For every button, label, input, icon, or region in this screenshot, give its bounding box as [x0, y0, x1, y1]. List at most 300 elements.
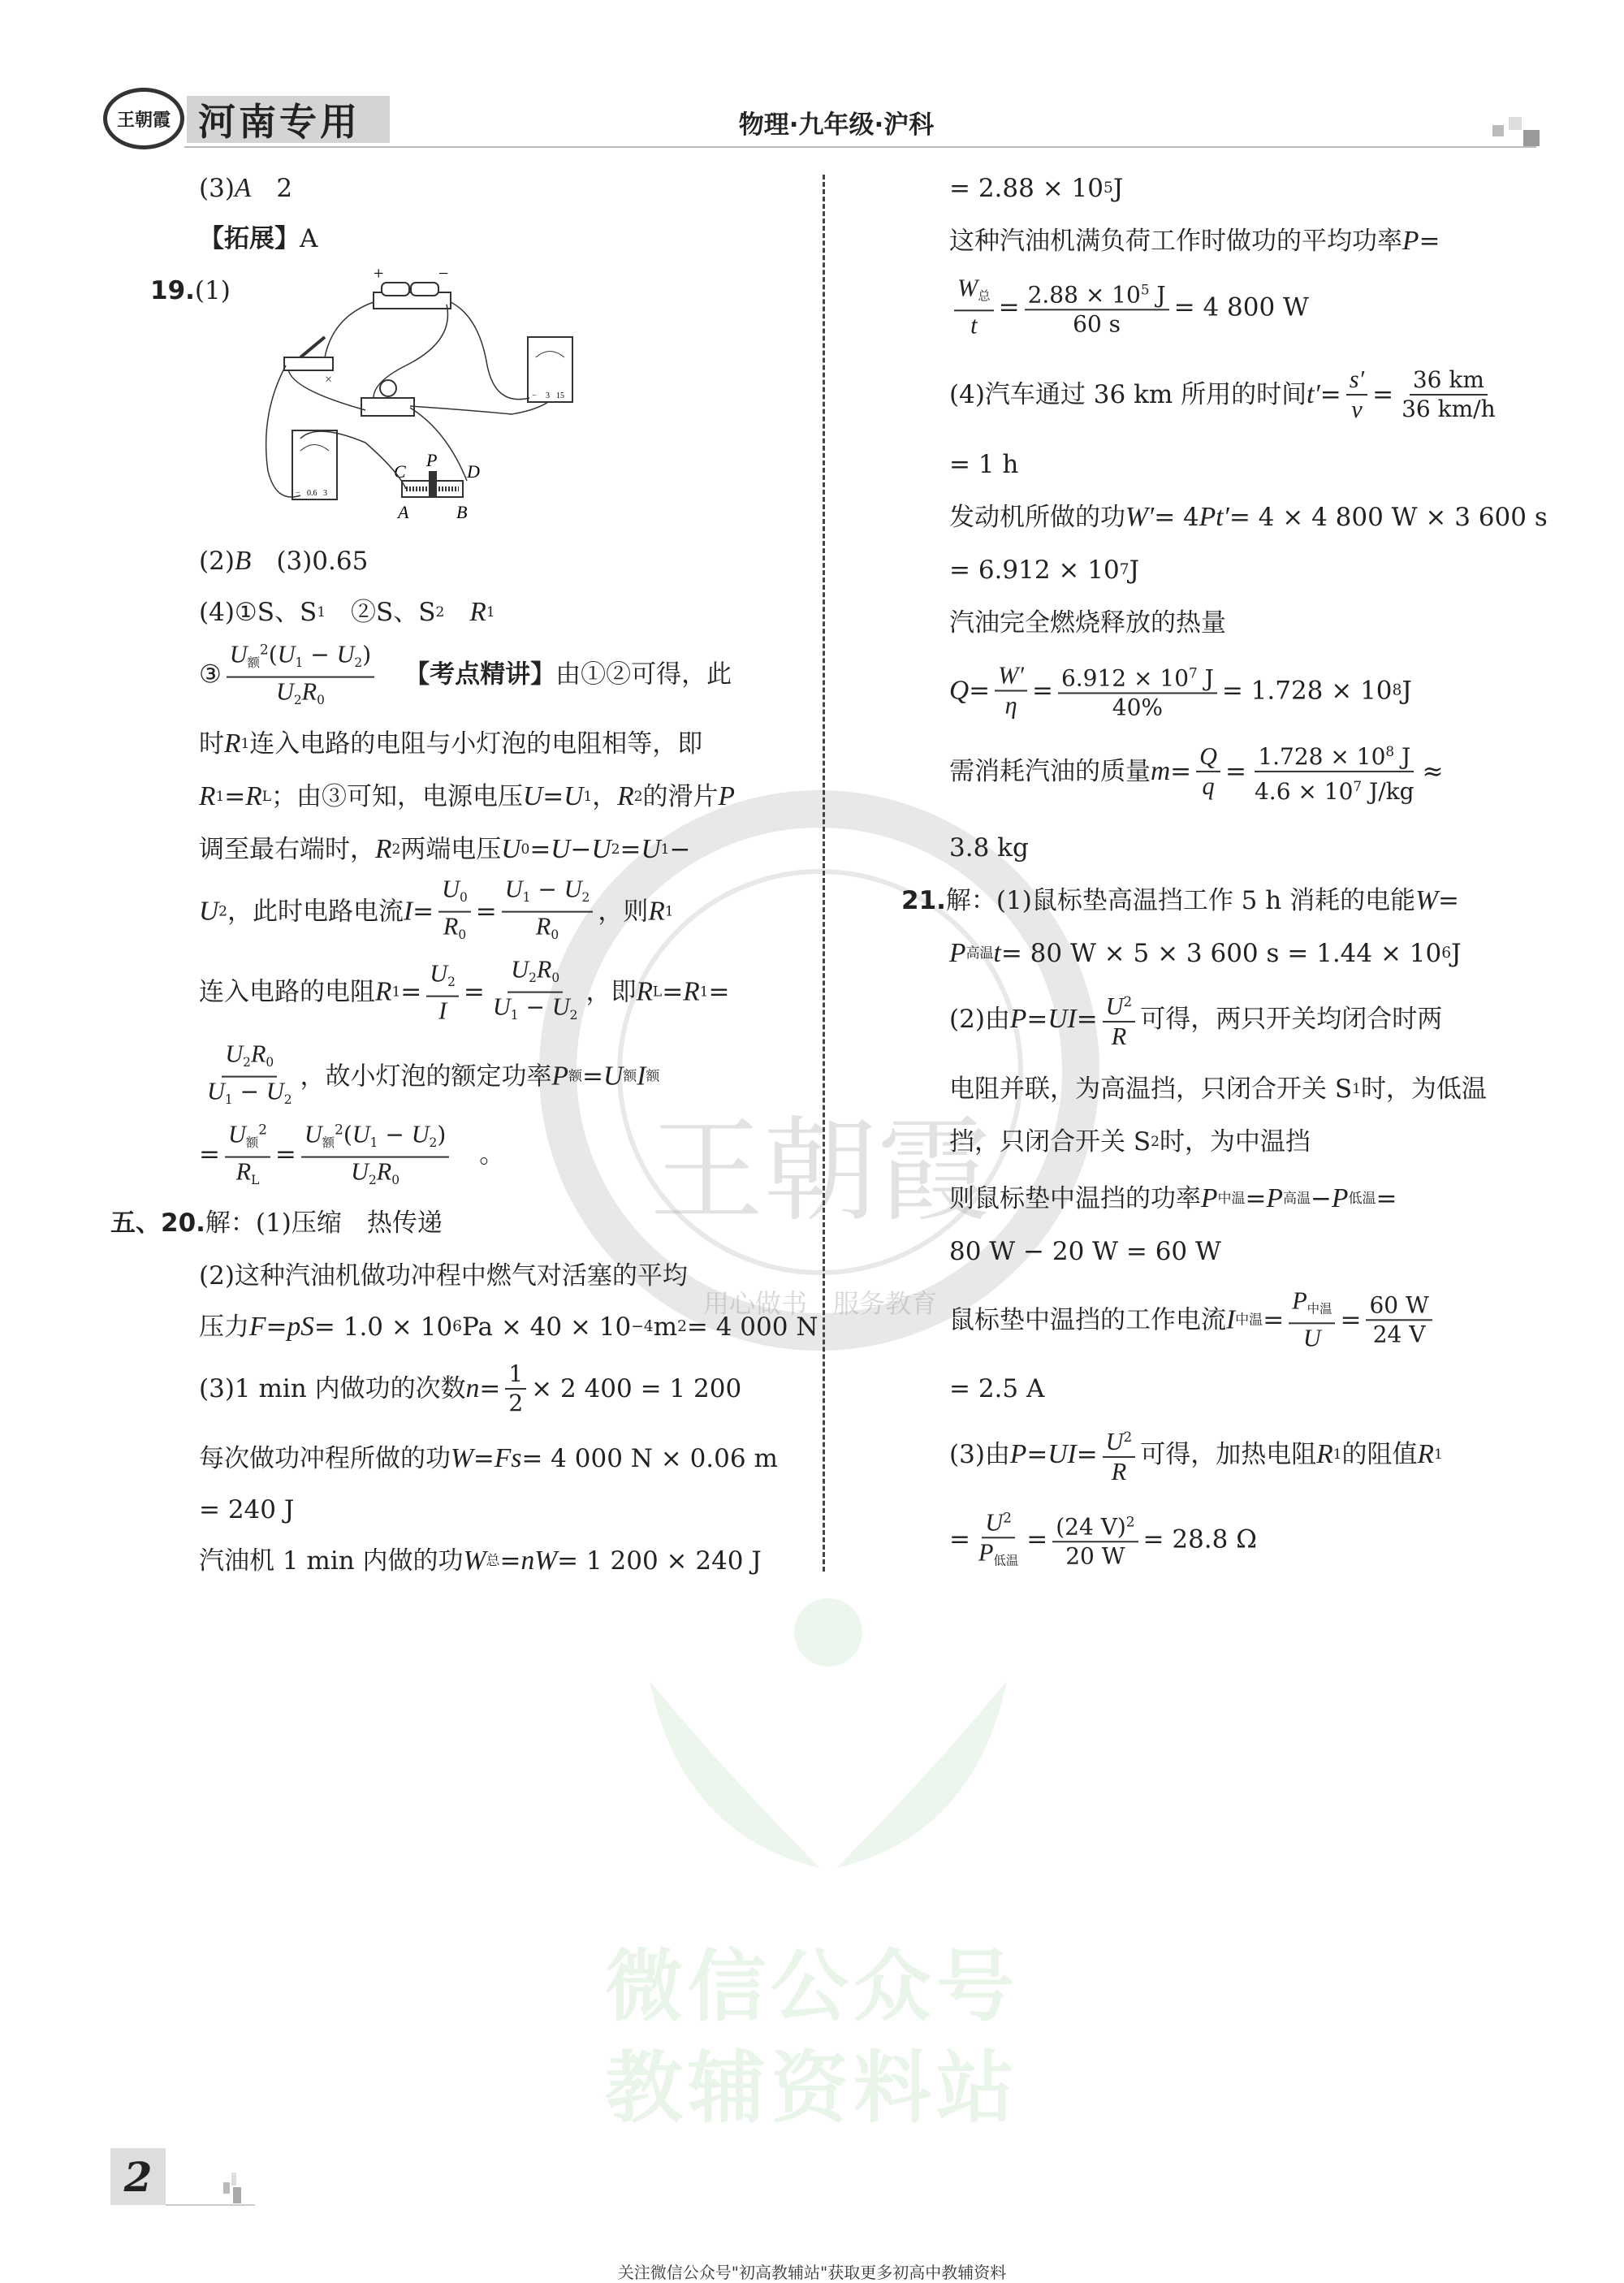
text-run: 2.88 × 10	[1027, 281, 1141, 309]
math-variable: U	[225, 1040, 244, 1068]
fraction-denominator	[1109, 694, 1166, 722]
subscript: 1	[1332, 1446, 1342, 1463]
battery-icon	[374, 268, 451, 309]
math-variable: t	[993, 938, 1001, 968]
math-variable: Fs	[494, 1443, 522, 1473]
text-run: 两端电压	[400, 835, 502, 864]
math-variable: R	[648, 897, 665, 927]
left-column-line	[199, 636, 732, 715]
subscript: 中温	[1217, 1191, 1246, 1207]
math-variable: R	[535, 913, 551, 940]
text-run: =	[412, 897, 434, 927]
text-run	[379, 659, 404, 691]
subscript: 总	[978, 288, 991, 304]
voltmeter-terminal: 15	[556, 391, 564, 400]
text-run: (2)这种汽油机做功冲程中燃气对活塞的平均	[199, 1261, 688, 1291]
math-variable: R	[250, 1040, 266, 1068]
fraction-numerator	[1103, 988, 1136, 1023]
text-run: m	[653, 1312, 678, 1342]
fraction-numerator	[1346, 365, 1367, 396]
bold-label: 19.	[150, 276, 195, 305]
fraction	[1103, 1423, 1136, 1486]
right-column-line	[949, 1423, 1443, 1486]
footer-notice: 关注微信公众号"初高教辅站"获取更多初高中教辅资料	[617, 2263, 1007, 2282]
right-column-line	[949, 937, 1462, 970]
right-column-line	[949, 737, 1444, 806]
left-column-line	[199, 223, 317, 255]
text-run: = 4 000 N × 0.06 m	[521, 1444, 778, 1473]
fraction-numerator	[508, 956, 563, 993]
math-variable: η	[1004, 690, 1017, 719]
math-variable: P	[949, 938, 966, 968]
superscript: 2	[1003, 1509, 1012, 1526]
subscript: 1	[391, 984, 401, 1001]
text-run: 。	[454, 1139, 505, 1170]
right-column-line	[949, 1126, 1311, 1158]
bold-label: 【考点精讲】	[404, 659, 556, 690]
subscript: 2	[581, 890, 590, 905]
math-variable: m	[1151, 756, 1171, 786]
text-run: ≈	[1422, 757, 1444, 786]
subscript: 高温	[1282, 1191, 1311, 1207]
math-variable: R	[1111, 1023, 1127, 1051]
math-variable: W	[1415, 885, 1438, 915]
fraction-numerator	[1196, 742, 1220, 772]
fraction-denominator	[273, 678, 328, 714]
fraction-numerator	[301, 1116, 449, 1158]
right-column-line	[901, 884, 1459, 917]
fraction	[1398, 366, 1499, 423]
text-run: J	[1149, 281, 1166, 309]
subscript: 0	[266, 1055, 274, 1070]
math-variable: U	[511, 955, 529, 984]
slider-P-label: P	[426, 450, 438, 470]
text-run: =	[1340, 1305, 1362, 1334]
ammeter-terminal: 0.6	[307, 489, 317, 498]
text-run: = 4 × 4 800 W × 3 600 s	[1229, 503, 1548, 532]
text-run: 电阻并联，为高温挡，只闭合开关 S	[949, 1074, 1353, 1104]
superscript: 7	[1189, 664, 1198, 681]
text-run: A	[300, 224, 318, 253]
superscript: 2	[1123, 992, 1133, 1010]
text-run	[444, 596, 469, 629]
text-run: 36 km	[1412, 366, 1484, 393]
subscript: 1	[583, 789, 593, 805]
math-variable: U	[591, 834, 611, 864]
fraction-denominator	[348, 1158, 403, 1194]
fraction-denominator	[1251, 772, 1418, 806]
superscript: −4	[631, 1318, 654, 1335]
text-run: 发动机所做的功	[949, 503, 1125, 532]
fraction	[227, 636, 374, 715]
text-run: =	[199, 1139, 220, 1170]
text-run: = 4 000 N	[686, 1312, 818, 1342]
fraction	[1058, 659, 1217, 721]
subscript: 0	[551, 927, 559, 943]
bold-label: 五、20.	[110, 1209, 205, 1238]
voltmeter-terminal: 3	[546, 391, 550, 400]
text-run: =	[620, 835, 641, 864]
left-column-line	[199, 1494, 294, 1526]
text-run: =	[529, 835, 551, 864]
fraction-denominator	[1062, 1543, 1128, 1571]
text-run: =	[1026, 1439, 1048, 1469]
text-run: (4)①S、S	[199, 598, 317, 627]
math-variable: U	[207, 1078, 225, 1105]
left-column-line	[150, 275, 231, 307]
math-variable: Q	[949, 674, 970, 705]
subscript: L	[652, 984, 663, 1001]
math-variable: I	[438, 997, 447, 1025]
watermark-green-line2: 教辅资料站	[605, 2043, 1019, 2134]
ammeter-terminal: −	[296, 489, 300, 498]
math-variable: t	[970, 311, 978, 339]
fraction	[426, 959, 459, 1025]
subscript: 1	[369, 1135, 378, 1151]
text-run: ，	[592, 782, 618, 811]
math-variable: I	[637, 1062, 646, 1092]
fraction-denominator	[435, 997, 450, 1026]
math-variable: U	[411, 1120, 430, 1148]
fraction	[975, 1503, 1021, 1574]
math-variable: R	[617, 781, 634, 811]
voltmeter-terminal: −	[532, 391, 537, 400]
subscript: L	[261, 789, 272, 805]
text-run: Pa × 40 × 10	[462, 1312, 632, 1342]
text-run: =	[582, 1062, 604, 1092]
fraction-numerator	[1025, 275, 1169, 310]
subscript: 2	[243, 1055, 251, 1070]
text-run: 60 s	[1073, 310, 1121, 338]
fraction-denominator	[1300, 1325, 1324, 1353]
text-run: (3)1 min 内做功的次数	[199, 1374, 466, 1403]
text-run: −	[378, 1121, 412, 1148]
text-run: =	[1026, 1524, 1048, 1554]
fraction-denominator	[505, 1390, 526, 1417]
math-variable: W′	[998, 660, 1024, 689]
subject-title: 物理·九年级·沪科	[738, 110, 935, 140]
left-column-line	[199, 1545, 762, 1577]
math-variable: U	[227, 1120, 246, 1148]
math-variable: R	[235, 1158, 252, 1187]
text-run: = 2.5 A	[949, 1374, 1045, 1403]
right-column-line	[949, 1373, 1044, 1405]
math-variable: B	[234, 546, 252, 576]
text-run: (1)	[194, 276, 231, 305]
text-run: (3)由	[949, 1439, 1010, 1469]
fraction	[954, 274, 994, 339]
text-run: =	[998, 292, 1020, 322]
text-run: ，故小灯泡的额定功率	[300, 1062, 552, 1092]
math-variable: R	[636, 977, 653, 1007]
math-variable: P	[1402, 226, 1419, 256]
right-column-line	[949, 554, 1139, 586]
text-run: 需消耗汽油的质量	[949, 757, 1151, 786]
math-variable: U	[430, 959, 448, 988]
text-run: 6.912 × 10	[1060, 664, 1190, 692]
fraction	[1346, 365, 1367, 424]
text-run: =	[1076, 1439, 1098, 1469]
region-label: 河南专用	[187, 96, 390, 143]
text-run: 时，为低温	[1360, 1074, 1487, 1104]
text-run: J	[1129, 556, 1139, 585]
left-column-line	[199, 728, 702, 760]
math-variable: U	[199, 897, 219, 927]
fraction-denominator	[1199, 772, 1218, 801]
text-run: 则鼠标垫中温挡的功率	[949, 1184, 1201, 1213]
rheostat-icon	[394, 450, 480, 522]
math-variable: P	[1332, 1183, 1349, 1213]
math-variable: R	[536, 955, 552, 984]
watermark-stamp-name: 王朝霞	[649, 1105, 991, 1238]
text-run: 的滑片	[642, 782, 719, 811]
circuit-diagram	[244, 268, 601, 536]
text-run: 1	[508, 1360, 524, 1387]
text-run: =	[1245, 1184, 1267, 1213]
text-run: (2)	[199, 547, 235, 576]
right-column-line	[949, 832, 1029, 864]
text-run: 的阻值	[1341, 1439, 1418, 1469]
math-variable: R	[1111, 1458, 1127, 1486]
fraction	[505, 1360, 526, 1417]
subscript: 额	[245, 1135, 259, 1151]
watermark-stamp-slogan: 用心做书 服务教育	[702, 1288, 937, 1319]
text-run: 4.6 × 10	[1254, 778, 1354, 806]
math-variable: v	[1351, 396, 1363, 423]
left-column-line	[199, 596, 495, 629]
header-divider	[184, 146, 1536, 148]
math-variable: R	[224, 729, 241, 759]
terminal-D-label: D	[467, 461, 480, 482]
subscript: 2	[1151, 1134, 1160, 1150]
math-variable: R	[199, 781, 216, 811]
right-column-line	[949, 1235, 1221, 1268]
text-run: = 28.8 Ω	[1142, 1524, 1257, 1554]
text-run: (	[268, 641, 278, 668]
text-run: 挡，只闭合开关 S	[949, 1127, 1151, 1157]
math-variable: I	[1226, 1304, 1236, 1334]
math-variable: R	[443, 913, 459, 940]
math-variable: F	[249, 1312, 266, 1342]
text-run: = 80 W × 5 × 3 600 s = 1.44 × 10	[1000, 939, 1442, 968]
superscript: 2	[1125, 1513, 1135, 1530]
fraction-numerator	[982, 1503, 1015, 1538]
text-run: 汽油机 1 min 内做的功	[199, 1546, 464, 1576]
text-run: 汽油完全燃烧释放的热量	[949, 608, 1226, 638]
math-variable: U	[276, 678, 294, 707]
math-variable: P	[1009, 1003, 1027, 1034]
right-column-line	[949, 225, 1440, 257]
text-run: =	[473, 1444, 495, 1473]
subscript: 额	[247, 655, 261, 671]
fraction-denominator	[1108, 1458, 1129, 1486]
superscript: 6	[452, 1318, 463, 1335]
subscript: 1	[510, 1008, 519, 1023]
fraction	[204, 1040, 296, 1114]
text-run: = 1.728 × 10	[1221, 675, 1393, 705]
fraction	[1289, 1286, 1335, 1352]
subscript: 额	[646, 1069, 660, 1085]
text-run: 40%	[1112, 694, 1163, 721]
text-run: ，即	[585, 978, 637, 1007]
text-run: 1.728 × 10	[1258, 743, 1386, 770]
math-variable: Pt′	[1199, 502, 1229, 532]
text-run: 鼠标垫中温挡的工作电流	[949, 1305, 1226, 1334]
text-run: −	[303, 641, 337, 668]
subscript: 1	[1433, 1446, 1443, 1463]
text-run: =	[708, 978, 730, 1007]
math-variable: q	[1202, 772, 1215, 800]
subscript: 2	[569, 1008, 578, 1023]
text-run: 连入电路的电阻与小灯泡的电阻相等，即	[249, 729, 703, 759]
left-column-line	[110, 1207, 443, 1239]
math-variable: W	[451, 1443, 473, 1473]
superscript: 7	[1119, 561, 1129, 578]
math-variable: U	[603, 1062, 624, 1092]
text-run: =	[400, 978, 422, 1007]
subscript: L	[251, 1173, 260, 1188]
text-run: 24 V	[1372, 1321, 1426, 1347]
text-run: J	[1451, 939, 1462, 968]
subscript: 2	[283, 1092, 292, 1108]
math-variable: W	[957, 274, 978, 302]
watermark-green-line1: 微信公众号	[605, 1941, 1019, 2032]
math-variable: P	[1201, 1183, 1218, 1213]
text-run: =	[274, 1139, 296, 1170]
fraction	[1366, 1291, 1432, 1348]
fraction-numerator	[1052, 1507, 1138, 1542]
text-run: (3)0.65	[251, 547, 369, 576]
math-variable: U	[501, 834, 521, 864]
fraction-numerator	[222, 1040, 277, 1078]
subscript: 低温	[993, 1553, 1019, 1568]
superscript: 2	[258, 1121, 267, 1138]
fraction	[995, 661, 1027, 720]
math-variable: U	[229, 640, 248, 668]
subscript: 0	[460, 890, 468, 905]
left-column-line	[199, 1442, 778, 1475]
text-run: = 1 h	[949, 450, 1019, 479]
subscript: 2	[293, 693, 302, 708]
fraction	[1025, 275, 1169, 338]
right-column-line	[949, 448, 1018, 481]
text-run: = 1.0 × 10	[313, 1312, 453, 1342]
text-run: )	[437, 1121, 447, 1148]
math-variable: U	[641, 834, 661, 864]
subscript: 0	[520, 841, 530, 858]
fraction-denominator	[1108, 1023, 1129, 1051]
text-run: −	[669, 835, 691, 864]
text-run: =	[969, 675, 991, 705]
subscript: 1	[240, 736, 250, 752]
math-variable: R	[301, 678, 317, 707]
math-variable: P	[1009, 1438, 1027, 1469]
text-run: 2	[508, 1390, 524, 1416]
fraction-numerator	[1289, 1286, 1335, 1324]
text-run: )	[362, 641, 372, 668]
subscript: 总	[486, 1553, 500, 1569]
math-variable: nW	[520, 1546, 558, 1576]
text-run: (4)汽车通过 36 km 所用的时间	[949, 380, 1307, 409]
text-run: = 240 J	[199, 1495, 295, 1524]
watermark-green-logo	[633, 1592, 1023, 1884]
fraction-numerator	[1410, 366, 1488, 396]
right-column-line	[949, 501, 1548, 534]
text-run: (24 V)	[1056, 1513, 1126, 1541]
math-variable: UI	[1047, 1003, 1077, 1034]
superscript: 2	[677, 1318, 687, 1335]
fraction-numerator	[995, 661, 1027, 691]
text-run: =	[1437, 886, 1459, 915]
text-run: ，此时电路电流	[227, 897, 404, 927]
text-run: = 4 800 W	[1173, 292, 1309, 322]
ammeter-terminal: 3	[323, 489, 327, 498]
math-variable: U	[1105, 992, 1124, 1021]
text-run: (3)	[199, 174, 235, 203]
terminal-B-label: B	[456, 502, 468, 522]
right-column-line	[949, 1503, 1257, 1574]
math-variable: U	[551, 993, 570, 1021]
superscript: 2	[1123, 1428, 1133, 1445]
left-column-line	[199, 545, 368, 577]
superscript: 6	[1441, 945, 1452, 962]
text-run: = 4	[1154, 503, 1199, 532]
subscript: 1	[522, 890, 531, 905]
math-variable: U	[266, 1078, 284, 1105]
left-column-line	[199, 172, 292, 205]
fraction-numerator	[505, 1360, 526, 1390]
right-column-line	[949, 607, 1226, 639]
math-variable: R	[469, 597, 486, 627]
subscript: 2	[633, 789, 643, 805]
math-variable: U	[352, 1120, 370, 1148]
right-column-line	[949, 274, 1309, 339]
text-run: 这种汽油机满负荷工作时做功的平均功率	[949, 227, 1402, 256]
bold-label: 21.	[901, 886, 946, 915]
left-column-line	[199, 1116, 504, 1195]
subscript: 中温	[1307, 1301, 1332, 1317]
math-variable: P	[718, 781, 735, 811]
text-run: =	[1376, 1184, 1397, 1213]
wire-cross-mark: ×	[325, 373, 333, 387]
math-variable: W	[463, 1546, 486, 1576]
left-column-line	[199, 833, 690, 866]
text-run: −	[518, 994, 552, 1021]
left-column-line	[199, 1311, 818, 1343]
math-variable: W′	[1125, 502, 1155, 532]
text-run: =	[1170, 757, 1192, 786]
text-run: =	[1419, 227, 1440, 256]
text-run: =	[1263, 1305, 1285, 1334]
text-run: −	[1311, 1184, 1332, 1213]
fraction-denominator	[233, 1158, 263, 1194]
math-variable: U	[564, 781, 584, 811]
publisher-logo	[103, 88, 184, 149]
subscript: 低温	[1348, 1191, 1376, 1207]
right-column-line	[949, 659, 1412, 721]
math-variable: U	[985, 1508, 1004, 1537]
fraction-denominator	[1069, 311, 1124, 339]
fraction-denominator	[1002, 691, 1021, 720]
fraction-numerator	[225, 1116, 270, 1158]
math-variable: pS	[287, 1312, 314, 1342]
math-variable: U	[304, 1120, 322, 1148]
subscript: 额	[322, 1135, 335, 1151]
text-run: =	[949, 1524, 970, 1554]
subscript: 1	[215, 789, 225, 805]
subscript: 0	[458, 927, 467, 943]
text-run: (	[343, 1121, 352, 1148]
